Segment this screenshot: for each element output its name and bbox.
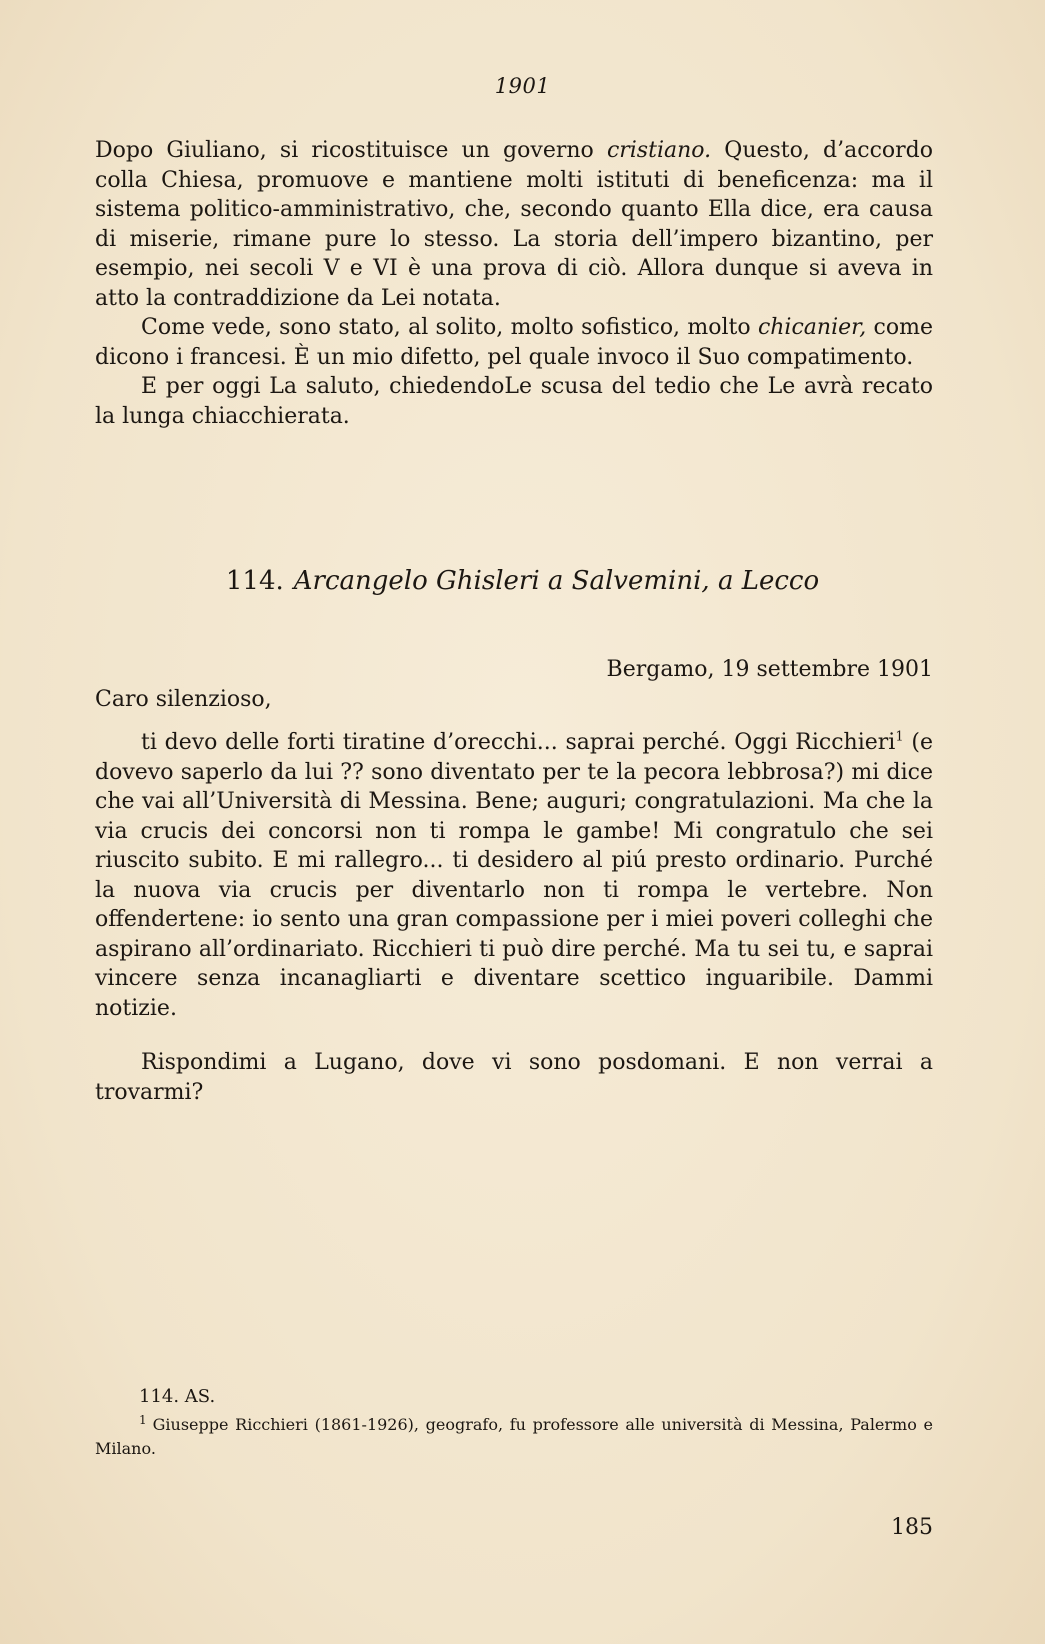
paragraph: Rispondimi a Lugano, dove vi sono posdomani. E non verrai a trovarmi? (95, 1050, 933, 1105)
letter-body (95, 728, 933, 1023)
footnotes (95, 1385, 933, 1461)
paragraph: Dopo Giuliano, si ricostituisce un governo cristiano. Questo, d’accordo colla Chiesa, promuove e mantiene molti istituti di beneficenza: ma il sistema politico-amministrativo, che, secondo quanto Ella dice, era causa di miserie, rimane pure lo stesso. La storia dell’impero bizantino, per esempio, nei secoli V e VI è una prova di ciò. Allora dunque si aveva in atto la contraddizione da Lei notata. (95, 138, 933, 311)
footnote: $^1$ Giuseppe Ricchieri (1861-1926), geografo, fu professore alle università di Messina, Palermo e Milano. (95, 1412, 933, 1458)
footnote-reference: 1 (895, 729, 904, 745)
letter-postscript (95, 1048, 933, 1107)
paragraph: E per oggi La saluto, chiedendoLe scusa del tedio che Le avrà recato la lunga chiacchierata. (95, 374, 933, 429)
letter-number: 114. (225, 566, 284, 596)
previous-letter-ending (95, 136, 933, 431)
letter-heading (0, 566, 1045, 596)
place-date: Bergamo, 19 settembre 1901 (606, 657, 933, 682)
footnote-mark: 1 (139, 1412, 147, 1427)
salutation: Caro silenzioso, (95, 687, 272, 712)
running-head: 1901 (494, 74, 551, 98)
letter-title: Arcangelo Ghisleri a Salvemini, a Lecco (293, 566, 820, 596)
paragraph: ti devo delle forti tiratine d’orecchi... saprai perché. Oggi Ricchieri$^1$ (e dovevo saperlo da lui ?? sono diventato per te la pecora lebbrosa?) mi dice che vai all’Università di Messina. Bene; auguri; congratulazioni. Ma che la via crucis dei concorsi non ti rompa le gambe! Mi congratulo che sei riuscito subito. E mi rallegro... ti desidero al piú presto ordinario. Purché la nuova via crucis per diventarlo non ti rompa le vertebre. Non offendertene: io sento una gran compassione per i miei poveri colleghi che aspirano all’ordinariato. Ricchieri ti può dire perché. Ma tu sei tu, e saprai vincere senza incanagliarti e diventare scettico inguaribile. Dammi notizie. (95, 729, 933, 1021)
paragraph: Come vede, sono stato, al solito, molto sofistico, molto chicanier, come dicono i francesi. È un mio difetto, pel quale invoco il Suo compatimento. (95, 315, 933, 370)
page-number: 185 (891, 1515, 933, 1540)
source-note: 114. AS. (139, 1386, 216, 1407)
